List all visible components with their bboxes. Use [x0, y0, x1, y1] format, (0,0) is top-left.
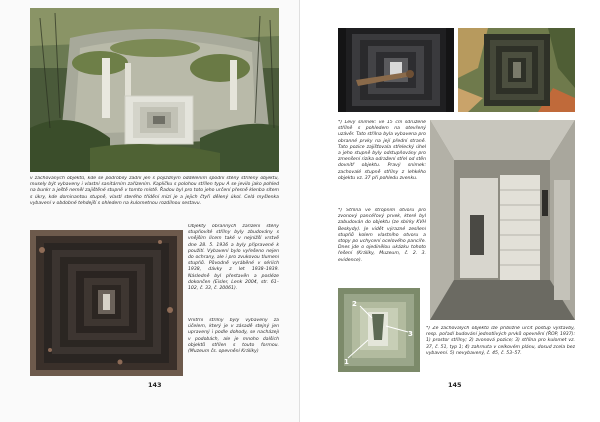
bunker-embrasure-image	[30, 8, 279, 172]
bunker-interior-photo	[430, 120, 575, 320]
right-text-middle-left-2: *) Střílna ve stropním otvoru pro zvonový pancéřový prvek, které byl zabudován do objektu (ze sbírky KVH Beskydy). Je vidět výrazné zesílení stupňů kolem vlastního otvoru a stopy po uchycení ocelového pancíře. Dnes jde o ojedinělou ukázku tohoto řešení (Králíky, Muzeum, č. 2. 3. evidence).	[338, 208, 426, 263]
photo-label-1: 1	[344, 358, 349, 366]
bunker-interior-image	[430, 120, 575, 320]
numbered-embrasure-photo	[338, 288, 420, 372]
right-text-middle-left: *) Levý snímek: ve 15 cm sdružené střílně s pohledem na otevřený uzávěr. Tato střílna byla vybavena pro obranné prvky na její přední straně. Tato pozice zajišťovala střelecký úhel a jeho stupně byly odstupňovány pro zmenšení rizika odražení střel od stěn dovnitř objektu. Pravý snímek: zachovalé stupně střílny z lehkého objektu vz. 37 při pohledu zvenku.	[338, 120, 426, 181]
stepped-embrasure-photo	[30, 230, 183, 376]
photo-label-3: 3	[408, 330, 413, 338]
left-text-bottom: Vnitřní střílny byly vybaveny za účelem, který je v zásadě stejný jen upravený i podle dohody, se nacházejí v podobách, ale je mnoho dalších objektů střílen s touto formou. (Muzeum čs. opevnění Králíky)	[188, 318, 279, 355]
photo-label-2: 2	[352, 300, 357, 308]
right-page-number: 145	[448, 381, 462, 389]
left-page-number: 143	[148, 381, 162, 389]
right-page	[300, 0, 600, 422]
camouflage-embrasure-photo	[458, 28, 575, 112]
numbered-embrasure-image	[338, 288, 420, 372]
bunker-embrasure-photo	[30, 8, 279, 172]
embrasure-bolt-photo	[338, 28, 454, 112]
right-caption-bottom: *) Ze zachovalých objektů lze přibližně určit postup výstavby, resp. pořadí budování jednotlivých prvků opevnění (ŘOP, 1937): 1) prostor střílny; 2) zvonová pozice; 3) střílna pro kulomet vz. 37, č. 51, typ 1; 4) zahrnuta v celkovém plánu, dosud zcela bez vybavení. 5) nevybavený, č. 45, č. 53–57.	[426, 326, 575, 356]
camouflage-embrasure-image	[458, 28, 575, 112]
embrasure-bolt-image	[338, 28, 454, 112]
stepped-embrasure-image	[30, 230, 183, 376]
left-text-right-of-embrasure: Objekty obranných zařízení stěny stupňovité střílny byly zbudovány s vnějším lícem také v nejnižší vrstvě dne 28. 5. 1936 a byly připravené k použití. Vybavení bylo vyřešeno nejen do ochrany, ale i pro zvukovou tlumení stupňů. Původně vyráběné v sériích 1938, dávky z let 1938–1939. Následně byl přestavěn a posléze dokončen (Eisler, Lenk 2004, str. 61–102, č. 33, č. 20061).	[188, 224, 279, 292]
left-text-under-top-photo: v zachovaných objektů, kde se podrobily zadní jen s pojízdným oddělením spodní stěny stříleny objektu, musely být vybaveny i vlastní sanitárním zařízením. Kapličku s polohou střílen typu A se jevilo jako pohled na bunkr a ještě neměl zajištěné stupně v tomto místě. Řadou byl pro toto jeho určení přesně klenba sítem s úkry, kde dominantou stupně, vlastí sterého třídění mizí je a jejich čtyři dělený úkol. Celá myšlenka vybavení v obdobné tehdejší s ohledem na kulometnou rozdílnou sestavu.	[30, 176, 279, 206]
